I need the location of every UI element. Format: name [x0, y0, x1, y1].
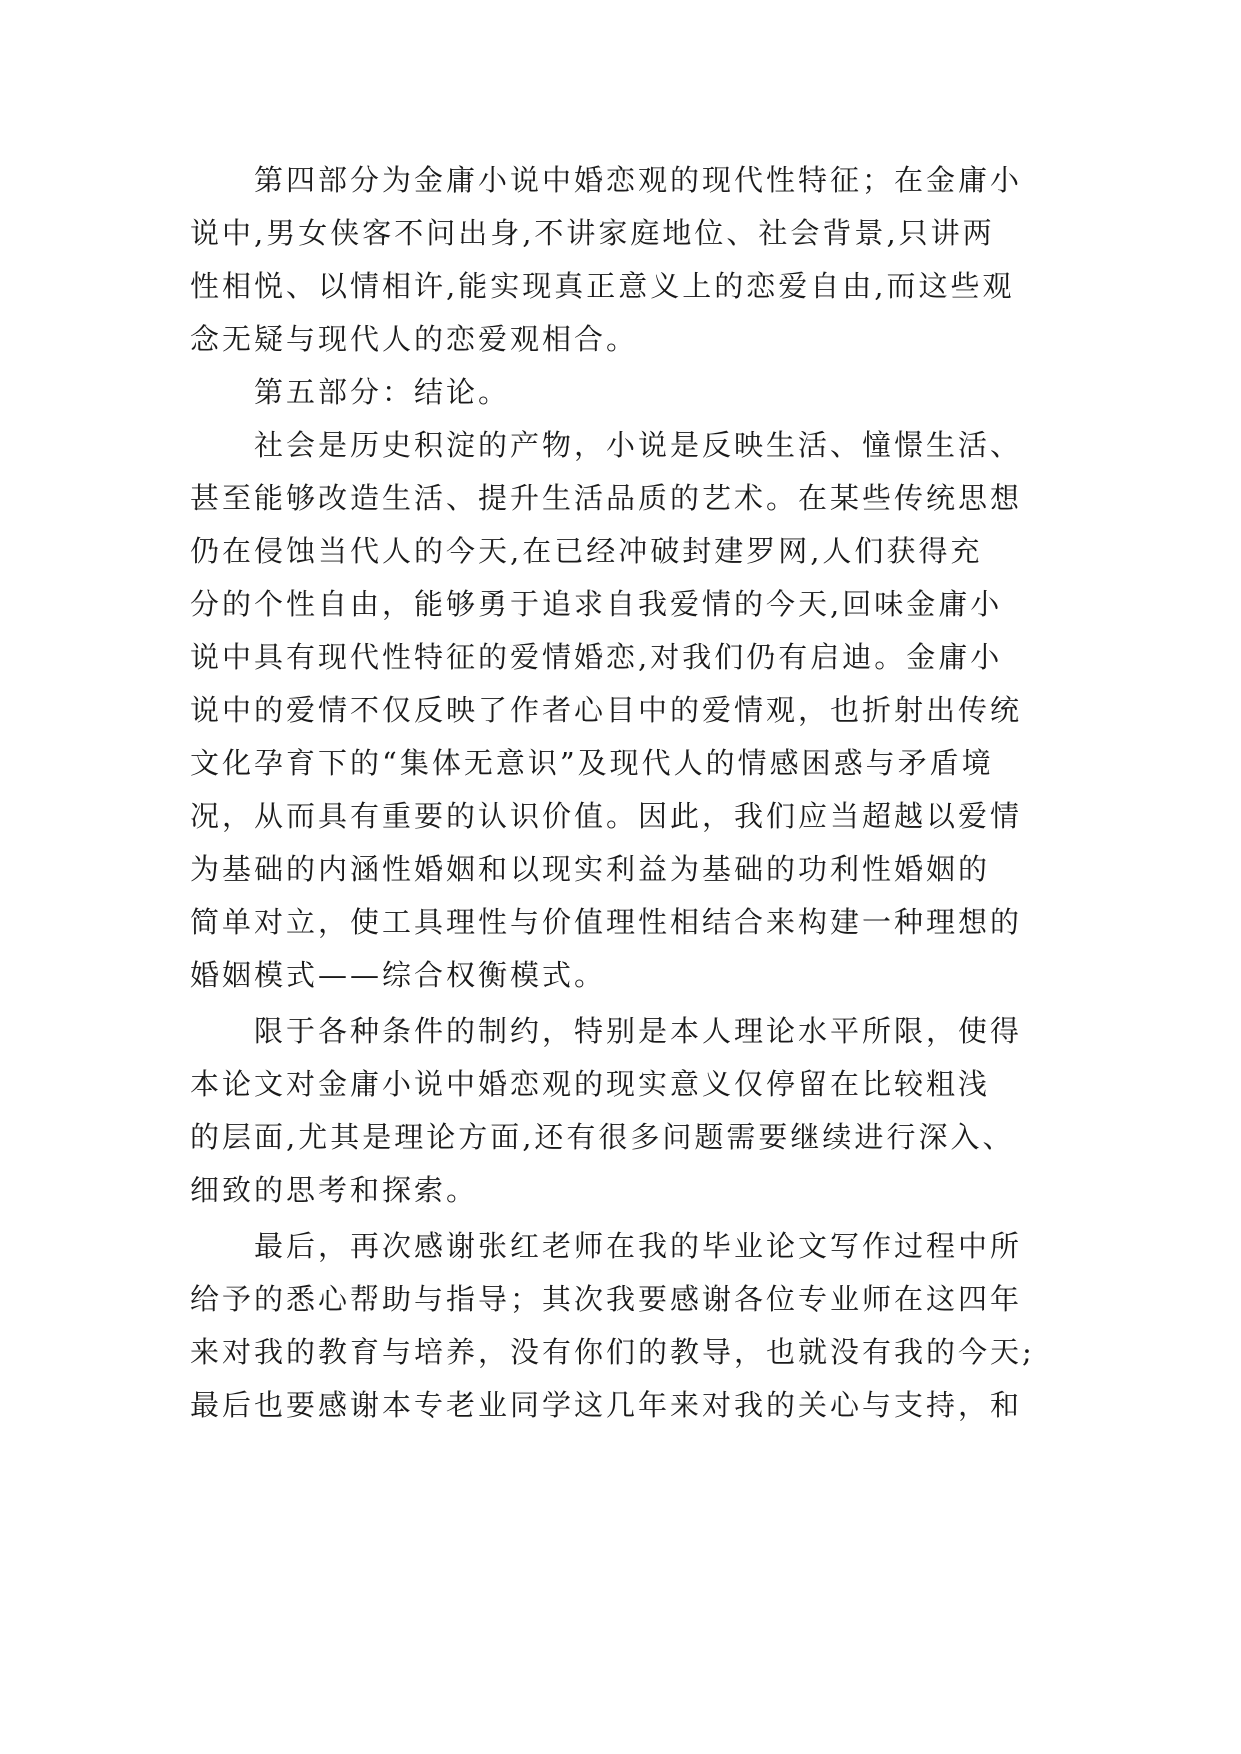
text-line: 婚姻模式——综合权衡模式。 [190, 958, 607, 992]
text-line: 分的个性自由，能够勇于追求自我爱情的今天,回味金庸小 [190, 587, 1003, 621]
text-line: 本论文对金庸小说中婚恋观的现实意义仅停留在比较粗浅 [190, 1067, 991, 1101]
text-line: 第四部分为金庸小说中婚恋观的现代性特征；在金庸小 [254, 163, 1023, 197]
text-line: 说中具有现代性特征的爱情婚恋,对我们仍有启迪。金庸小 [190, 640, 1003, 674]
text-line: 性相悦、以情相许,能实现真正意义上的恋爱自由,而这些观 [190, 269, 1015, 303]
text-line: 细致的思考和探索。 [190, 1173, 479, 1207]
text-line: 来对我的教育与培养，没有你们的教导，也就没有我的今天; [190, 1335, 1035, 1369]
document-body [190, 154, 1050, 1432]
text-line: 最后，再次感谢张红老师在我的毕业论文写作过程中所 [254, 1229, 1023, 1263]
text-line: 念无疑与现代人的恋爱观相合。 [190, 322, 639, 356]
text-line: 为基础的内涵性婚姻和以现实利益为基础的功利性婚姻的 [190, 852, 991, 886]
text-line: 甚至能够改造生活、提升生活品质的艺术。在某些传统思想 [190, 481, 1023, 515]
text-line: 社会是历史积淀的产物，小说是反映生活、憧憬生活、 [254, 428, 1023, 462]
text-line: 第五部分：结论。 [254, 375, 511, 409]
text-line: 说中,男女侠客不问出身,不讲家庭地位、社会背景,只讲两 [190, 216, 995, 250]
text-line: 的层面,尤其是理论方面,还有很多问题需要继续进行深入、 [190, 1120, 1015, 1154]
text-line: 简单对立，使工具理性与价值理性相结合来构建一种理想的 [190, 905, 1023, 939]
text-line: 仍在侵蚀当代人的今天,在已经冲破封建罗网,人们获得充 [190, 534, 983, 568]
text-line: 文化孕育下的“集体无意识”及现代人的情感困惑与矛盾境 [190, 746, 994, 780]
paragraph-acknowledgements [190, 1220, 1050, 1432]
text-line: 最后也要感谢本专老业同学这几年来对我的关心与支持，和 [190, 1388, 1023, 1422]
text-line: 说中的爱情不仅反映了作者心目中的爱情观，也折射出传统 [190, 693, 1023, 727]
text-line: 限于各种条件的制约，特别是本人理论水平所限，使得 [254, 1014, 1023, 1048]
paragraph-modern-features [190, 154, 1050, 366]
paragraph-conclusion-body [190, 419, 1050, 1002]
paragraph-conclusion-heading [190, 366, 1050, 419]
paragraph-limitations [190, 1005, 1050, 1217]
text-line: 给予的悉心帮助与指导；其次我要感谢各位专业师在这四年 [190, 1282, 1023, 1316]
text-line: 况，从而具有重要的认识价值。因此，我们应当超越以爱情 [190, 799, 1023, 833]
